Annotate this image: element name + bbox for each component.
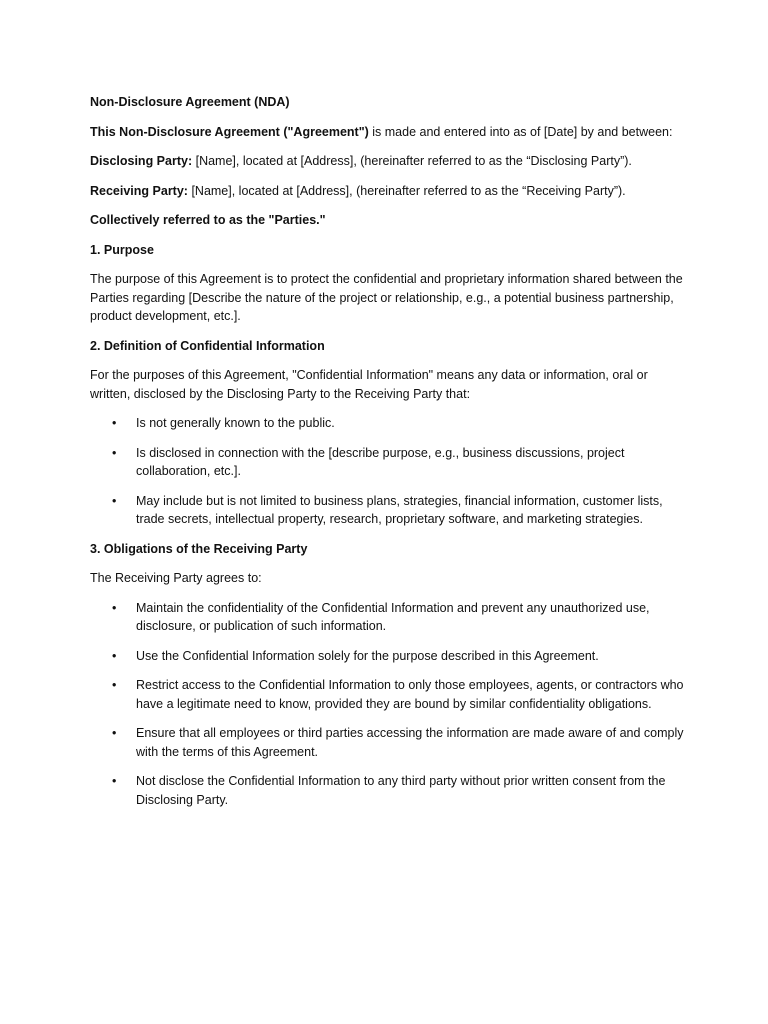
disclosing-party-label: Disclosing Party: (90, 154, 193, 168)
document-page (90, 93, 690, 820)
intro-paragraph (90, 123, 690, 142)
list-item (90, 724, 690, 761)
list-item (90, 492, 690, 529)
list-item-text: Restrict access to the Confidential Information to only those employees, agents, or contractors who have a legitimate need to know, provided they are bound by similar confidentiality obligations. (136, 678, 684, 711)
bullet-icon: • (112, 416, 117, 430)
intro-text: is made and entered into as of [Date] by and between: (368, 124, 673, 139)
list-item-text: Is not generally known to the public. (136, 416, 335, 430)
section-heading-obligations: 3. Obligations of the Receiving Party (90, 541, 308, 556)
list-item-text: Is disclosed in connection with the [describe purpose, e.g., business discussions, project collaboration, etc.]. (136, 445, 625, 478)
section-heading-purpose: 1. Purpose (90, 242, 154, 257)
bullet-icon: • (112, 648, 117, 663)
list-item-text: Ensure that all employees or third parties accessing the information are made aware of and comply with the terms of this Agreement. (136, 726, 684, 759)
list-item (90, 772, 690, 809)
intro-bold-text: This Non-Disclosure Agreement ("Agreement") (90, 124, 369, 139)
collective-reference: Collectively referred to as the "Parties." (90, 213, 326, 227)
obligations-bullet-list (90, 599, 690, 810)
list-item (90, 444, 690, 481)
section-heading-definition: 2. Definition of Confidential Information (90, 338, 325, 353)
list-item (90, 414, 690, 433)
list-item (90, 676, 690, 713)
disclosing-party-paragraph (90, 152, 690, 171)
list-item-text: Use the Confidential Information solely for the purpose described in this Agreement. (136, 648, 599, 663)
list-item (90, 647, 690, 666)
list-item (90, 599, 690, 636)
bullet-icon: • (112, 678, 117, 692)
bullet-icon: • (112, 774, 117, 788)
list-item-text: Not disclose the Confidential Information to any third party without prior written consent from the Disclosing Party. (136, 774, 666, 807)
document-title: Non-Disclosure Agreement (NDA) (90, 95, 290, 109)
receiving-party-label: Receiving Party: (90, 183, 188, 198)
receiving-party-paragraph (90, 182, 690, 201)
list-item-text: Maintain the confidentiality of the Confidential Information and prevent any unauthorized use, disclosure, or publication of such information. (136, 600, 650, 633)
list-item-text: May include but is not limited to business plans, strategies, financial information, customer lists, trade secrets, intellectual property, research, proprietary software, and marketing strategies. (136, 493, 663, 526)
definition-bullet-list (90, 414, 690, 529)
bullet-icon: • (112, 600, 117, 615)
bullet-icon: • (112, 445, 117, 460)
bullet-icon: • (112, 493, 117, 508)
bullet-icon: • (112, 726, 117, 740)
section-paragraph-obligations: The Receiving Party agrees to: (90, 571, 262, 585)
section-paragraph-purpose: The purpose of this Agreement is to protect the confidential and proprietary information shared between the Parties regarding [Describe the nature of the project or relationship, e.g., a potential business partnership, product development, etc.]. (90, 272, 683, 323)
disclosing-party-text: [Name], located at [Address], (hereinafter referred to as the “Disclosing Party”). (192, 154, 632, 168)
section-paragraph-definition: For the purposes of this Agreement, "Confidential Information" means any data or information, oral or written, disclosed by the Disclosing Party to the Receiving Party that: (90, 368, 648, 401)
receiving-party-text: [Name], located at [Address], (hereinafter referred to as the “Receiving Party”). (187, 183, 626, 198)
